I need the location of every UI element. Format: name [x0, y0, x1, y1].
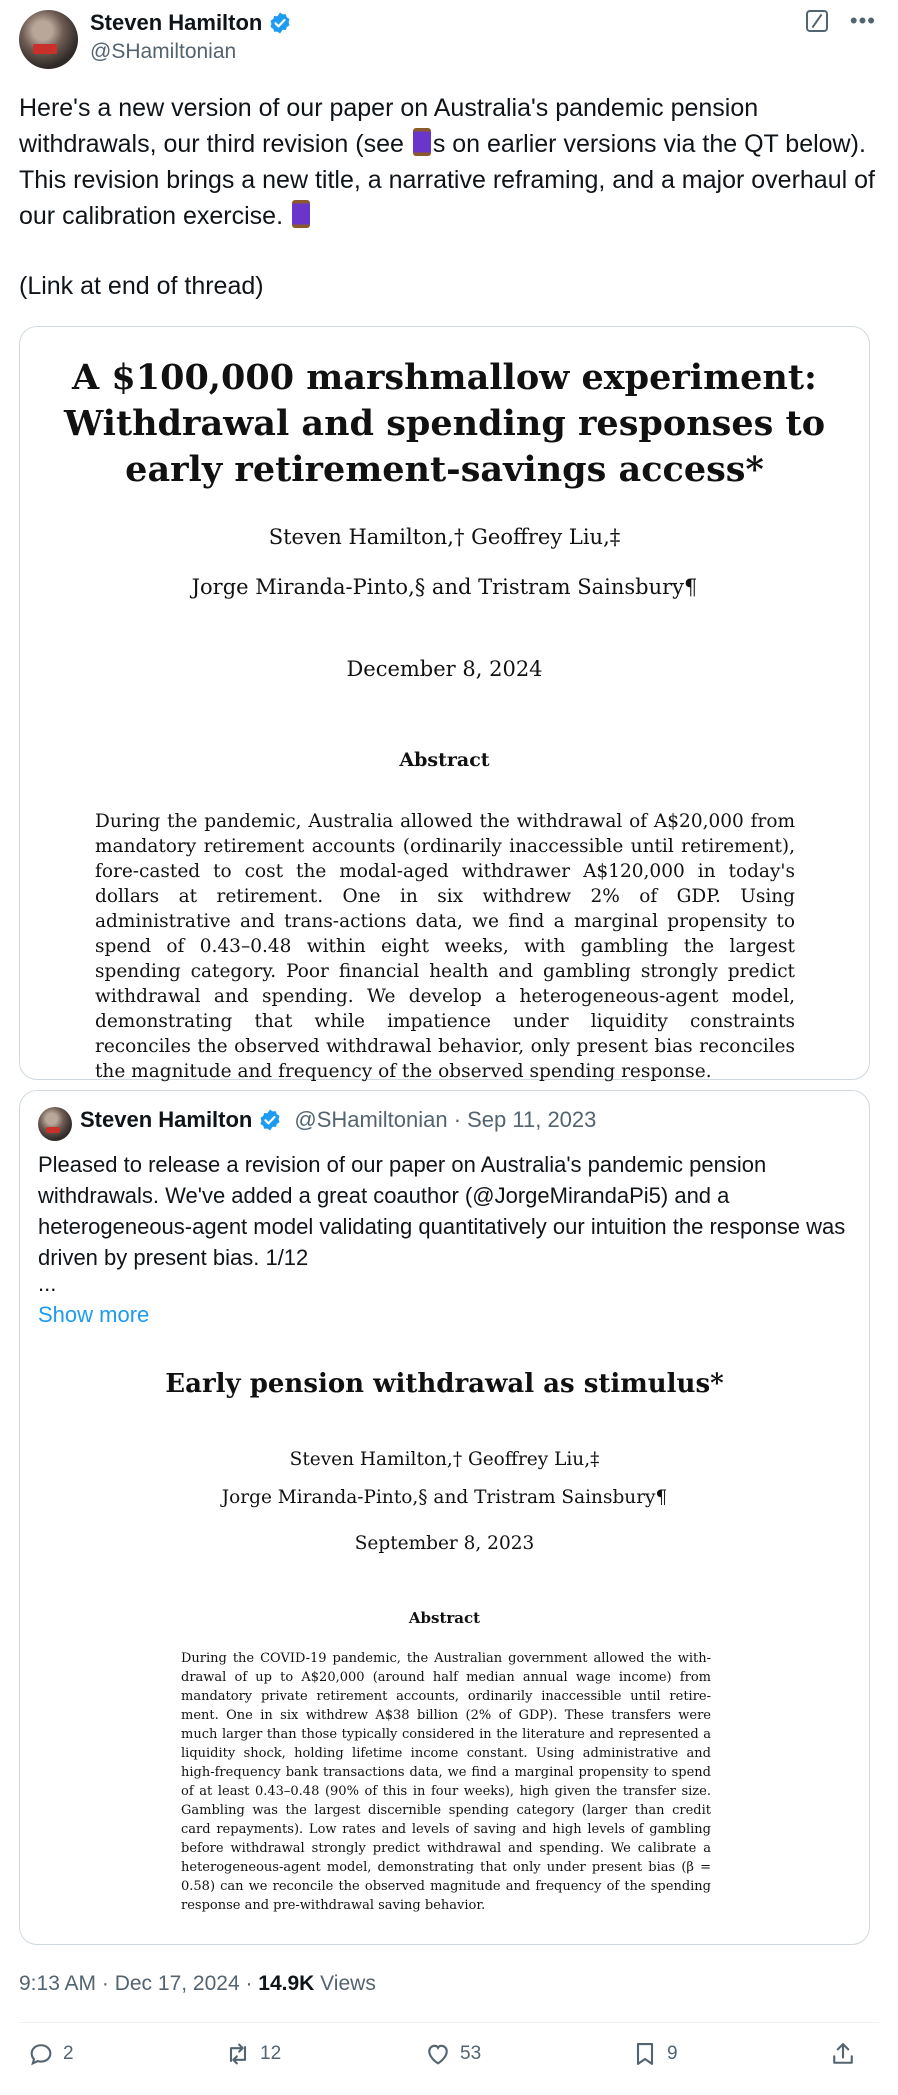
verified-badge-icon [258, 1108, 282, 1132]
tweet-meta [19, 1972, 376, 1996]
action-bar [19, 2040, 879, 2080]
verified-badge-icon [268, 11, 292, 35]
share-button[interactable] [829, 2040, 857, 2068]
repost-button[interactable] [224, 2040, 281, 2068]
paper1-title: A $100,000 marshmallow experiment: Withdrawal and spending responses to early retirement-savings access* [63, 357, 826, 490]
author-name[interactable]: Steven Hamilton [90, 10, 263, 35]
bookmark-icon [631, 2040, 659, 2068]
paper2-abstract: During the COVID-19 pandemic, the Australian government allowed the with-drawal of up to A$20,000 (around half median annual wage income) from mandatory private retirement accounts, ordinarily inaccessible until retire-ment. One in six withdrew A$38 billion (2% of GDP). These transfers were much larger than those typically considered in the literature and represented a liquidity shock, holding lifetime income constant. Using administrative and high-frequency bank transactions data, we find a marginal propensity to spend of at least 0.43–0.48 (90% of this in four weeks), high given the transfer size. Gambling was the largest discernible spending category (larger than credit card repayments). Low rates and levels of saving and high levels of gambling before withdrawal strongly predict withdrawal and spending. We calibrate a heterogeneous-agent model, demonstrating that only under present bias (β = 0.58) can we reconcile the observed magnitude and frequency of the spending response and pre-withdrawal saving behavior. [181, 1651, 711, 1913]
paper-image-card[interactable] [19, 326, 870, 1080]
quoted-tweet-card[interactable] [19, 1090, 870, 1945]
tweet-text [19, 90, 879, 234]
bookmark-count: 9 [667, 2043, 678, 2064]
like-count: 53 [460, 2043, 482, 2064]
reply-icon [27, 2040, 55, 2068]
grok-icon[interactable] [806, 10, 828, 32]
thread-spool-icon [292, 200, 310, 228]
author-avatar[interactable] [19, 10, 78, 69]
paper2-date: September 8, 2023 [354, 1533, 535, 1554]
quoted-author-row[interactable] [80, 1107, 596, 1133]
thread-spool-icon [413, 128, 431, 156]
quoted-tweet-text: Pleased to release a revision of our paper on Australia's pandemic pension withdrawals. We've added a great coauthor (@JorgeMirandaPi5) and a heterogeneous-agent model validating quantitatively our intuition the response was driven by present bias. 1/12 [38, 1152, 846, 1270]
tweet-text-part2: s on earlier versions via the QT below). This revision brings a new title, a narrative reframing, and a major overhaul of our calibration exercise. [19, 130, 875, 230]
views-label: Views [314, 1972, 376, 1995]
quoted-author-name[interactable]: Steven Hamilton [80, 1107, 253, 1132]
divider [19, 2022, 879, 2023]
bookmark-button[interactable] [631, 2040, 678, 2068]
tweet-link-note: (Link at end of thread) [19, 272, 264, 300]
quoted-author-handle[interactable]: @SHamiltonian [294, 1107, 448, 1132]
reply-button[interactable] [27, 2040, 74, 2068]
paper1-abstract: During the pandemic, Australia allowed the withdrawal of A$20,000 from mandatory retirement accounts (ordinarily inaccessible until retirement), fore-casted to cost the modal-aged withdrawer A$120,000 in today's dollars at retirement. One in six withdrew 2% of GDP. Using administrative and trans-actions data, we find a marginal propensity to spend of 0.43–0.48 within eight weeks, with gambling the largest spending category. Poor financial health and gambling strongly predict withdrawal and spending. We develop a heterogeneous-agent model, demonstrating that while impatience under liquidity constraints reconciles the observed withdrawal behavior, only present bias reconciles the magnitude and frequency of the observed spending response. [95, 811, 795, 1082]
paper1-date: December 8, 2024 [346, 657, 543, 681]
paper2-authors-line1: Steven Hamilton,† Geoffrey Liu,‡ [289, 1449, 600, 1470]
show-more-link[interactable]: Show more [38, 1302, 150, 1327]
paper1-abstract-heading: Abstract [399, 749, 490, 771]
reply-count: 2 [63, 2043, 74, 2064]
share-icon [829, 2040, 857, 2068]
tweet-text-part1: Here's a new version of our paper on Australia's pandemic pension withdrawals, our third revision (see [19, 94, 759, 158]
paper2-title: Early pension withdrawal as stimulus* [165, 1369, 724, 1399]
author-name-row[interactable] [90, 10, 292, 36]
paper2-abstract-heading: Abstract [408, 1609, 481, 1627]
paper1-authors-line1: Steven Hamilton,† Geoffrey Liu,‡ [268, 525, 621, 549]
more-options-icon[interactable]: ••• [849, 8, 876, 33]
quoted-tweet-date[interactable]: · Sep 11, 2023 [453, 1107, 597, 1132]
author-handle[interactable]: @SHamiltonian [90, 40, 237, 63]
repost-count: 12 [260, 2043, 282, 2064]
paper2-authors-line2: Jorge Miranda-Pinto,§ and Tristram Sainsbury¶ [221, 1487, 668, 1508]
quoted-author-avatar[interactable] [38, 1107, 72, 1141]
tweet-timestamp[interactable]: 9:13 AM · Dec 17, 2024 · [19, 1972, 259, 1995]
heart-icon [424, 2040, 452, 2068]
quoted-tweet-ellipsis: ... [38, 1271, 57, 1296]
like-button[interactable] [424, 2040, 481, 2068]
repost-icon [224, 2040, 252, 2068]
views-count: 14.9K [258, 1972, 315, 1995]
paper1-authors-line2: Jorge Miranda-Pinto,§ and Tristram Sainsbury¶ [191, 575, 698, 599]
